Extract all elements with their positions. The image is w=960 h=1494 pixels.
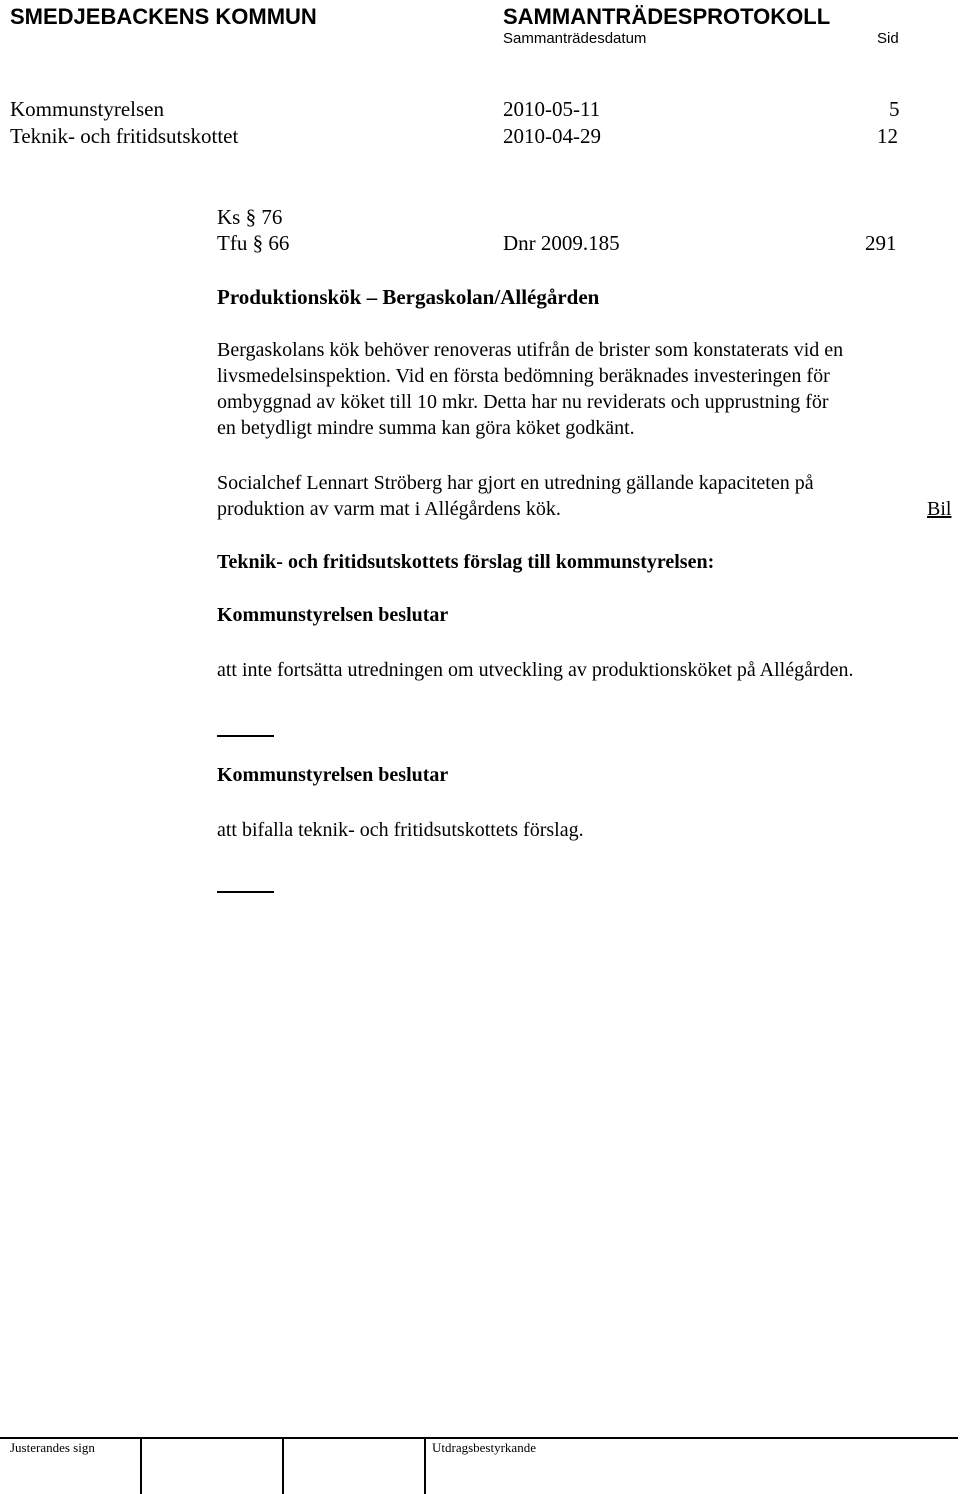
meeting-body-tfu: Teknik- och fritidsutskottet <box>10 124 239 148</box>
utdragsbestyrkande-label: Utdragsbestyrkande <box>432 1440 536 1455</box>
attachment-marker: Bil <box>927 498 952 520</box>
paragraph-1-line-4: en betydligt mindre summa kan göra köket godkänt. <box>217 417 635 439</box>
page-label: Sid <box>877 30 899 47</box>
footer-divider-3 <box>424 1438 426 1494</box>
tfu-paragraph: Tfu § 66 <box>217 231 290 255</box>
ks-paragraph: Ks § 76 <box>217 205 283 229</box>
footer-rule <box>0 1437 958 1439</box>
decision-2-heading: Kommunstyrelsen beslutar <box>217 764 449 786</box>
decision-2-text: att bifalla teknik- och fritidsutskottets förslag. <box>217 819 584 841</box>
decision-1-text: att inte fortsätta utredningen om utveckling av produktionsköket på Allégården. <box>217 659 854 681</box>
decision-1-heading: Kommunstyrelsen beslutar <box>217 604 449 626</box>
meeting-body-ks: Kommunstyrelsen <box>10 97 164 121</box>
diary-number: Dnr 2009.185 <box>503 231 620 255</box>
meeting-date-ks: 2010-05-11 <box>503 97 601 121</box>
document-type: SAMMANTRÄDESPROTOKOLL <box>503 4 831 29</box>
justerandes-sign-label: Justerandes sign <box>10 1440 95 1455</box>
meeting-page-ks: 5 <box>889 97 900 121</box>
paragraph-1-line-2: livsmedelsinspektion. Vid en första bedömning beräknades investeringen för <box>217 365 830 387</box>
meeting-date-label: Sammanträdesdatum <box>503 30 647 47</box>
paragraph-1-line-3: ombyggnad av köket till 10 mkr. Detta har nu reviderats och upprustning för <box>217 391 829 413</box>
paragraph-2-line-2: produktion av varm mat i Allégårdens kök. <box>217 498 561 520</box>
footer-divider-2 <box>282 1438 284 1494</box>
municipality-name: SMEDJEBACKENS KOMMUN <box>10 4 317 29</box>
archive-code: 291 <box>865 231 897 255</box>
separator-rule-2 <box>217 891 274 893</box>
footer-divider-1 <box>140 1438 142 1494</box>
separator-rule-1 <box>217 735 274 737</box>
meeting-page-tfu: 12 <box>877 124 898 148</box>
case-title: Produktionskök – Bergaskolan/Allégården <box>217 285 600 309</box>
meeting-date-tfu: 2010-04-29 <box>503 124 601 148</box>
paragraph-1-line-1: Bergaskolans kök behöver renoveras utifrån de brister som konstaterats vid en <box>217 339 844 361</box>
proposal-heading: Teknik- och fritidsutskottets förslag till kommunstyrelsen: <box>217 551 715 573</box>
paragraph-2-line-1: Socialchef Lennart Ströberg har gjort en utredning gällande kapaciteten på <box>217 472 814 494</box>
